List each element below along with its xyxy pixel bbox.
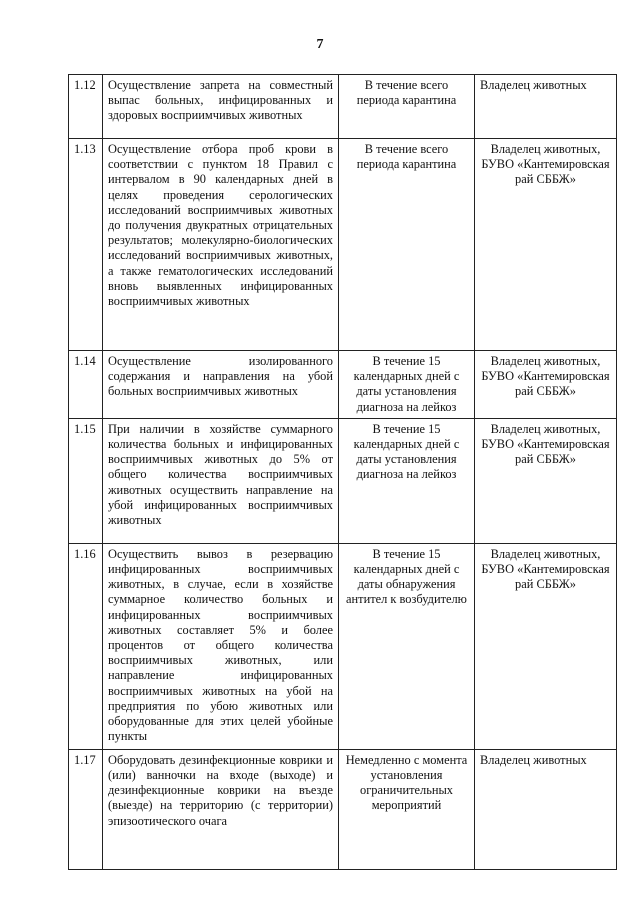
measures-table	[68, 74, 617, 870]
row-number: 1.15	[69, 418, 103, 543]
row-number: 1.16	[69, 543, 103, 749]
row-number: 1.17	[69, 749, 103, 869]
page-number: 7	[316, 37, 324, 52]
row-term: В течение 15 календарных дней с даты установления диагноза на лейкоз	[339, 351, 475, 419]
table-row	[69, 351, 617, 419]
row-term: Немедленно с момента установления ограничительных мероприятий	[339, 749, 475, 869]
row-responsible: Владелец животных, БУВО «Кантемировская рай СББЖ»	[475, 418, 617, 543]
row-number: 1.12	[69, 75, 103, 139]
row-action: Оборудовать дезинфекционные коврики и (или) ванночки на входе (выходе) и дезинфекционные коврики на въезде (выезде) на территорию (с территории) эпизоотического очага	[103, 749, 339, 869]
row-responsible: Владелец животных	[475, 749, 617, 869]
row-action: Осуществить вывоз в резервацию инфицированных восприимчивых животных, в случае, если в хозяйстве суммарное количество больных и инфицированных восприимчивых животных составляет 5% и более процентов от общего количества восприимчивых животных, или направление инфицированных восприимчивых животных на убой на предприятия по убою животных или оборудованные для этих целей убойные пункты	[103, 543, 339, 749]
row-responsible: Владелец животных, БУВО «Кантемировская рай СББЖ»	[475, 543, 617, 749]
row-term: В течение 15 календарных дней с даты обнаружения антител к возбудителю	[339, 543, 475, 749]
table-row	[69, 139, 617, 351]
row-responsible: Владелец животных	[475, 75, 617, 139]
row-term: В течение всего периода карантина	[339, 139, 475, 351]
row-action: Осуществление запрета на совместный выпас больных, инфицированных и здоровых восприимчивых животных	[103, 75, 339, 139]
row-responsible: Владелец животных, БУВО «Кантемировская рай СББЖ»	[475, 139, 617, 351]
row-action: Осуществление отбора проб крови в соответствии с пунктом 18 Правил с интервалом в 90 календарных дней в целях проведения серологических исследований восприимчивых животных до получения двукратных отрицательных результатов; молекулярно-биологических исследований восприимчивых животных, а также гематологических исследований вновь выявленных инфицированных восприимчивых животных	[103, 139, 339, 351]
table-row	[69, 418, 617, 543]
table-row	[69, 749, 617, 869]
row-number: 1.13	[69, 139, 103, 351]
row-responsible: Владелец животных, БУВО «Кантемировская рай СББЖ»	[475, 351, 617, 419]
row-action: Осуществление изолированного содержания и направления на убой больных восприимчивых животных	[103, 351, 339, 419]
row-action: При наличии в хозяйстве суммарного количества больных и инфицированных восприимчивых животных до 5% от общего количества восприимчивых животных осуществить направление на убой инфицированных восприимчивых животных	[103, 418, 339, 543]
row-number: 1.14	[69, 351, 103, 419]
row-term: В течение всего периода карантина	[339, 75, 475, 139]
table-row	[69, 75, 617, 139]
table-row	[69, 543, 617, 749]
row-term: В течение 15 календарных дней с даты установления диагноза на лейкоз	[339, 418, 475, 543]
